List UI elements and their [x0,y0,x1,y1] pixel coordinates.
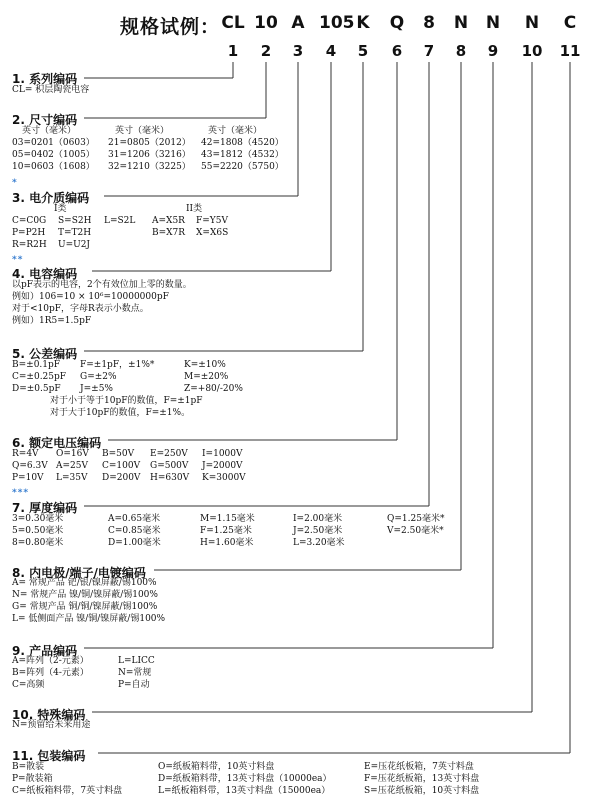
tolerance-code: C=±0.25pF [12,372,67,382]
voltage-code: C=100V [102,461,141,471]
position-number: 7 [423,42,435,60]
position-number: 6 [391,42,403,60]
dielectric-code: A=X5R [152,216,185,226]
dielectric-class-label: II类 [186,204,203,214]
tolerance-code: G=±2% [80,372,117,382]
example-label: 规格试例： [120,16,221,38]
voltage-code: I=1000V [202,449,243,459]
voltage-code: R=4V [12,449,39,459]
tolerance-note: 对于小于等于10pF的数值，F=±1pF [50,396,203,406]
code-series: CL [221,13,245,33]
note-marker: ** [12,255,24,265]
voltage-code: E=250V [150,449,188,459]
code-dielectric: A [291,13,305,33]
thickness-code: 5=0.50毫米 [12,526,64,536]
dielectric-code: L=S2L [104,216,136,226]
product-code: C=高频 [12,680,45,690]
tolerance-code: K=±10% [184,360,226,370]
section-title-product: 9. 产品编码 [12,644,78,658]
size-col-header: 英寸（毫米） [115,126,170,136]
thickness-code: C=0.85毫米 [108,526,161,536]
packaging-code: D=纸板箱料带，13英寸料盘（10000ea） [158,774,332,784]
dielectric-code: U=U2J [58,240,91,250]
size-col-header: 英寸（毫米） [22,126,77,136]
electrode-line: A= 常规产品 钯/银/镍屏蔽/锡100% [12,578,157,588]
size-code: 10=0603（1608） [12,162,95,172]
voltage-code: D=200V [102,473,141,483]
size-col-header: 英寸（毫米） [208,126,263,136]
special-line: N=预留给未来用途 [12,720,91,730]
section-title-tolerance: 5. 公差编码 [12,347,78,361]
voltage-code: A=25V [56,461,88,471]
tolerance-code: D=±0.5pF [12,384,61,394]
electrode-line: L= 低侧面产品 镍/铜/镍屏蔽/锡100% [12,614,166,624]
packaging-code: L=纸板箱料带，13英寸料盘（15000ea） [158,786,331,796]
dielectric-code: T=T2H [58,228,92,238]
position-number: 1 [227,42,239,60]
packaging-code: P=散装箱 [12,774,53,784]
thickness-code: V=2.50毫米* [387,526,444,536]
voltage-code: P=10V [12,473,44,483]
position-number: 5 [357,42,369,60]
section-title-voltage: 6. 额定电压编码 [12,436,102,450]
packaging-code: B=散装 [12,762,45,772]
code-voltage: Q [389,13,405,33]
size-code: 21=0805（2012） [108,138,191,148]
code-special: N [524,13,540,33]
size-code: 43=1812（4532） [201,150,284,160]
code-tolerance: K [356,13,370,33]
dielectric-code: P=P2H [12,228,46,238]
code-electrode: N [453,13,469,33]
packaging-code: F=压花纸板箱，13英寸料盘 [364,774,480,784]
thickness-code: H=1.60毫米 [200,538,254,548]
electrode-line: N= 常规产品 镍/铜/镍屏蔽/锡100% [12,590,158,600]
product-code: A=阵列（2-元素） [12,656,89,666]
dielectric-code: B=X7R [152,228,186,238]
dielectric-code: S=S2H [58,216,92,226]
size-code: 55=2220（5750） [201,162,284,172]
tolerance-code: F=±1pF，±1%* [80,360,155,370]
thickness-code: M=1.15毫米 [200,514,255,524]
capacitance-line: 以pF表示的电容，2个有效位加上零的数量。 [12,280,192,290]
tolerance-code: Z=+80/-20% [184,384,243,394]
series-line: CL= 积层陶瓷电容 [12,85,90,95]
thickness-code: I=2.00毫米 [293,514,343,524]
thickness-code: 8=0.80毫米 [12,538,64,548]
product-code: N=常规 [118,668,152,678]
voltage-code: K=3000V [202,473,246,483]
packaging-code: E=压花纸板箱，7英寸料盘 [364,762,474,772]
size-code: 05=0402（1005） [12,150,95,160]
packaging-code: O=纸板箱料带，10英寸料盘 [158,762,275,772]
thickness-code: 3=0.30毫米 [12,514,64,524]
section-title-series: 1. 系列编码 [12,72,78,86]
section-title-electrode: 8. 内电极/端子/电镀编码 [12,566,146,580]
note-marker: *** [12,488,30,498]
voltage-code: L=35V [56,473,88,483]
thickness-code: F=1.25毫米 [200,526,252,536]
section-title-capacitance: 4. 电容编码 [12,267,78,281]
thickness-code: D=1.00毫米 [108,538,161,548]
position-number: 9 [487,42,499,60]
product-code: L=LICC [118,656,155,666]
size-code: 42=1808（4520） [201,138,284,148]
note-marker: * [12,178,18,188]
voltage-code: J=2000V [202,461,243,471]
section-title-thickness: 7. 厚度编码 [12,501,78,515]
tolerance-code: J=±5% [80,384,113,394]
size-code: 32=1210（3225） [108,162,191,172]
code-packaging: C [563,13,577,33]
product-code: B=阵列（4-元素） [12,668,89,678]
thickness-code: J=2.50毫米 [293,526,343,536]
code-capacitance: 105 [319,13,355,33]
size-code: 31=1206（3216） [108,150,191,160]
position-number: 3 [292,42,304,60]
size-code: 03=0201（0603） [12,138,95,148]
position-number: 8 [455,42,467,60]
section-title-packaging: 11. 包装编码 [12,749,86,763]
dielectric-code: X=X6S [196,228,229,238]
code-product: N [485,13,501,33]
position-number: 10 [521,42,543,60]
position-number: 2 [260,42,272,60]
section-title-dielectric: 3. 电介质编码 [12,191,90,205]
product-code: P=自动 [118,680,150,690]
voltage-code: B=50V [102,449,135,459]
capacitance-line: 例如）106=10 × 10⁶=10000000pF [12,292,169,302]
voltage-code: Q=6.3V [12,461,48,471]
voltage-code: H=630V [150,473,190,483]
capacitance-line: 对于<10pF，字母R表示小数点。 [12,304,149,314]
dielectric-code: F=Y5V [196,216,228,226]
thickness-code: A=0.65毫米 [108,514,161,524]
code-size: 10 [254,13,278,33]
section-title-size: 2. 尺寸编码 [12,113,78,127]
capacitance-line: 例如）1R5=1.5pF [12,316,92,326]
dielectric-code: R=R2H [12,240,47,250]
position-number: 4 [325,42,337,60]
tolerance-note: 对于大于10pF的数值，F=±1%。 [50,408,191,418]
packaging-code: C=纸板箱料带，7英寸料盘 [12,786,123,796]
electrode-line: G= 常规产品 铜/铜/镍屏蔽/锡100% [12,602,158,612]
voltage-code: G=500V [150,461,189,471]
voltage-code: O=16V [56,449,89,459]
thickness-code: L=3.20毫米 [293,538,345,548]
thickness-code: Q=1.25毫米* [387,514,445,524]
section-title-special: 10. 特殊编码 [12,708,86,722]
packaging-code: S=压花纸板箱，10英寸料盘 [364,786,480,796]
tolerance-code: B=±0.1pF [12,360,61,370]
tolerance-code: M=±20% [184,372,229,382]
dielectric-class-label: I类 [54,204,67,214]
position-number: 11 [559,42,581,60]
code-thickness: 8 [423,13,435,33]
dielectric-code: C=C0G [12,216,47,226]
